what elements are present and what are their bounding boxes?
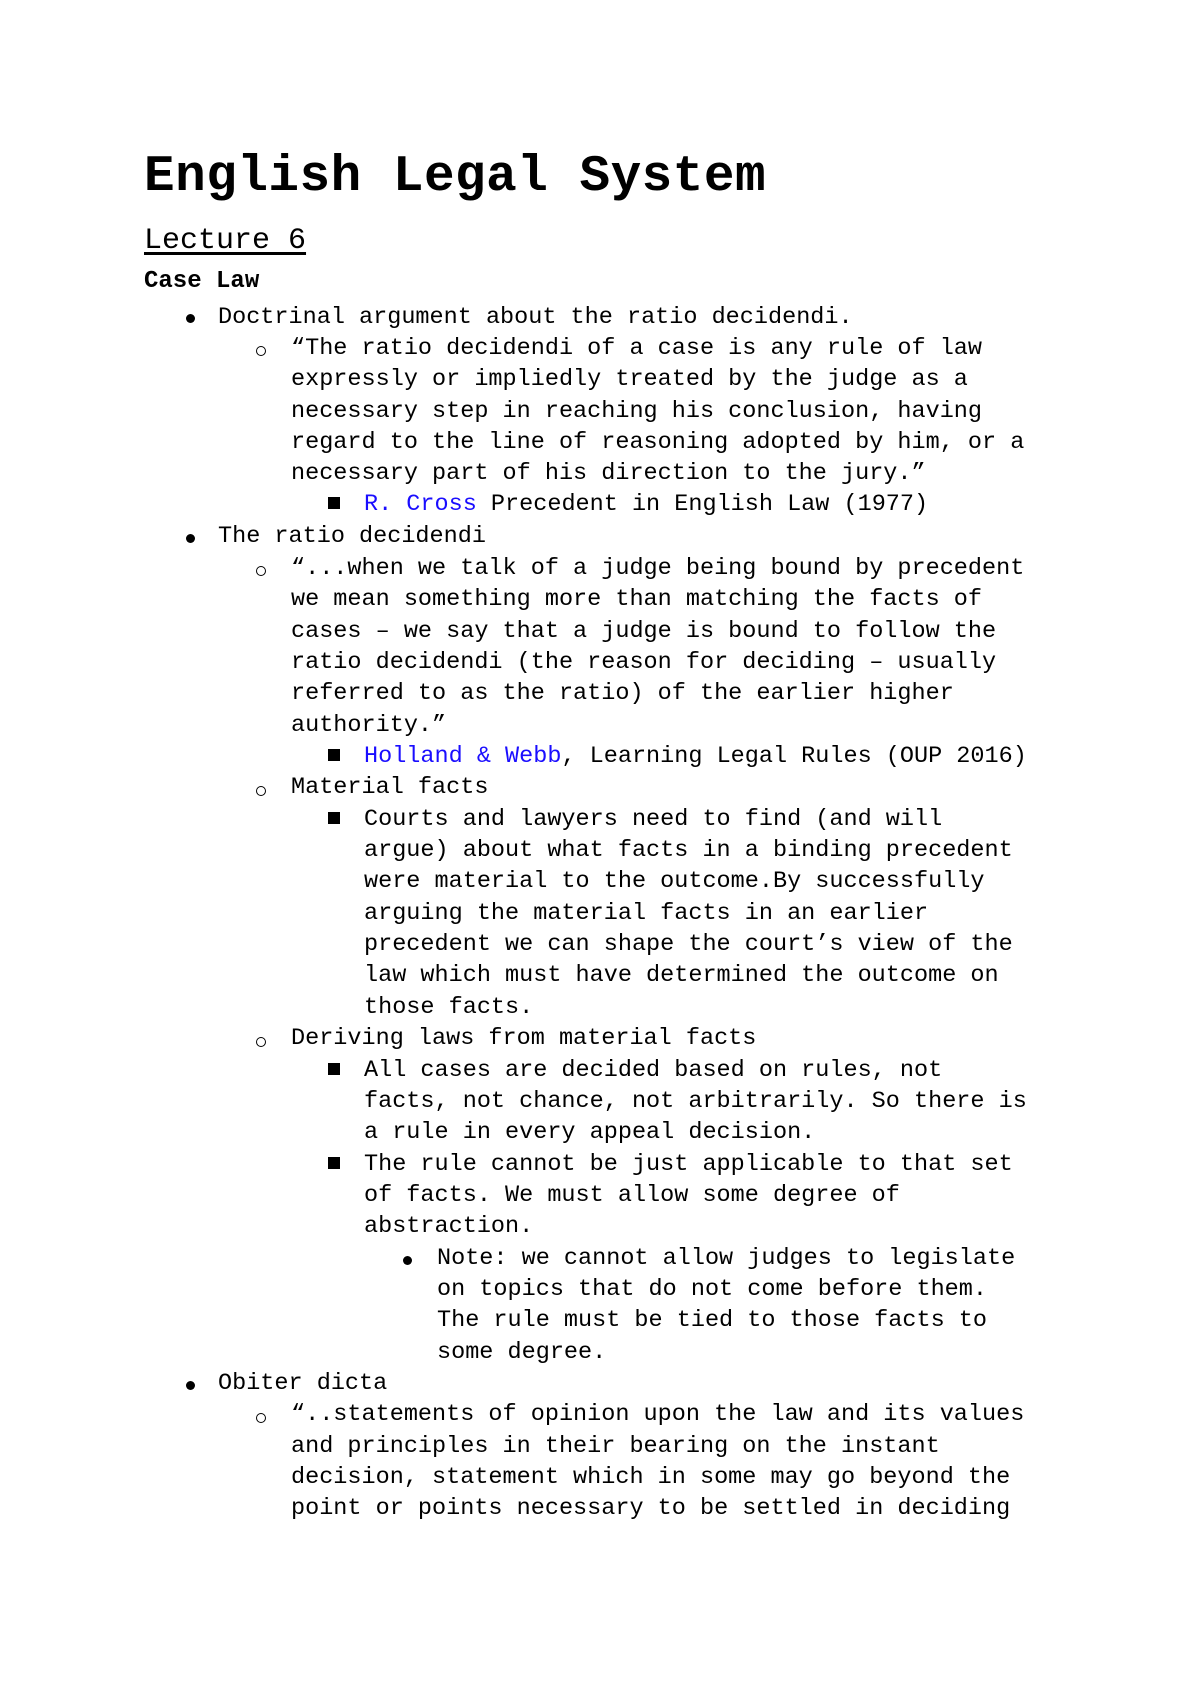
paragraph-line: All cases are decided based on rules, not xyxy=(364,1057,943,1084)
bullet-circle-icon xyxy=(256,346,266,356)
paragraph-line: The rule cannot be just applicable to that set xyxy=(364,1151,1013,1178)
citation-text: Precedent in English Law (1977) xyxy=(476,491,929,518)
bullet-circle-icon xyxy=(256,1413,266,1423)
note-line: on topics that do not come before them. xyxy=(437,1276,987,1303)
quote-line: expressly or impliedly treated by the judge as a xyxy=(291,366,968,393)
quote-line: point or points necessary to be settled in deciding xyxy=(291,1495,1011,1522)
lecture-heading: Lecture 6 xyxy=(144,224,307,258)
quote-line: “The ratio decidendi of a case is any rule of law xyxy=(291,335,983,362)
paragraph-line: facts, not chance, not arbitrarily. So there is xyxy=(364,1088,1027,1115)
paragraph-line: abstraction. xyxy=(364,1213,534,1240)
quote-line: referred to as the ratio) of the earlier higher xyxy=(291,680,954,707)
bullet-square-icon xyxy=(328,749,340,761)
bullet-disc-icon xyxy=(403,1256,412,1265)
bullet-square-icon xyxy=(328,1063,340,1075)
list-item-level1: Obiter dicta xyxy=(218,1370,388,1397)
citation xyxy=(364,489,928,521)
quote-line: “..statements of opinion upon the law and its values xyxy=(291,1401,1025,1428)
bullet-disc-icon xyxy=(186,314,195,323)
quote-line: decision, statement which in some may go beyond the xyxy=(291,1464,1011,1491)
paragraph-line: precedent we can shape the court’s view of the xyxy=(364,931,1013,958)
bullet-circle-icon xyxy=(256,786,266,796)
quote-line: cases – we say that a judge is bound to follow the xyxy=(291,618,997,645)
paragraph-line: a rule in every appeal decision. xyxy=(364,1119,816,1146)
note-line: Note: we cannot allow judges to legislate xyxy=(437,1245,1016,1272)
quote-line: “...when we talk of a judge being bound by precedent xyxy=(291,555,1025,582)
list-item-level2: Material facts xyxy=(291,774,489,801)
paragraph-line: Courts and lawyers need to find (and will xyxy=(364,806,943,833)
bullet-disc-icon xyxy=(186,534,195,543)
paragraph-line: of facts. We must allow some degree of xyxy=(364,1182,900,1209)
quote-line: and principles in their bearing on the instant xyxy=(291,1433,940,1460)
bullet-disc-icon xyxy=(186,1381,195,1390)
quote-line: necessary step in reaching his conclusion, having xyxy=(291,398,983,425)
paragraph-line: arguing the material facts in an earlier xyxy=(364,900,929,927)
document-title: English Legal System xyxy=(144,149,767,206)
list-item-level1: Doctrinal argument about the ratio decidendi. xyxy=(218,304,853,331)
quote-line: regard to the line of reasoning adopted by him, or a xyxy=(291,429,1025,456)
paragraph-line: law which must have determined the outcome on xyxy=(364,962,999,989)
note-line: The rule must be tied to those facts to xyxy=(437,1307,987,1334)
quote-line: authority.” xyxy=(291,712,447,739)
citation-text: , Learning Legal Rules (OUP 2016) xyxy=(561,743,1027,770)
list-item-level1: The ratio decidendi xyxy=(218,523,486,550)
section-heading: Case Law xyxy=(144,268,260,295)
bullet-square-icon xyxy=(328,812,340,824)
paragraph-line: those facts. xyxy=(364,994,534,1021)
citation xyxy=(364,741,1027,773)
list-item-level2: Deriving laws from material facts xyxy=(291,1025,757,1052)
bullet-circle-icon xyxy=(256,1037,266,1047)
citation-author-link[interactable]: Holland & Webb xyxy=(364,743,562,770)
note-line: some degree. xyxy=(437,1339,607,1366)
quote-line: necessary part of his direction to the jury.” xyxy=(291,460,926,487)
quote-line: ratio decidendi (the reason for deciding – usually xyxy=(291,649,997,676)
bullet-circle-icon xyxy=(256,566,266,576)
bullet-square-icon xyxy=(328,497,340,509)
paragraph-line: argue) about what facts in a binding precedent xyxy=(364,837,1013,864)
bullet-square-icon xyxy=(328,1157,340,1169)
paragraph-line: were material to the outcome.By successfully xyxy=(364,868,985,895)
citation-author-link[interactable]: R. Cross xyxy=(364,491,477,518)
quote-line: we mean something more than matching the facts of xyxy=(291,586,983,613)
